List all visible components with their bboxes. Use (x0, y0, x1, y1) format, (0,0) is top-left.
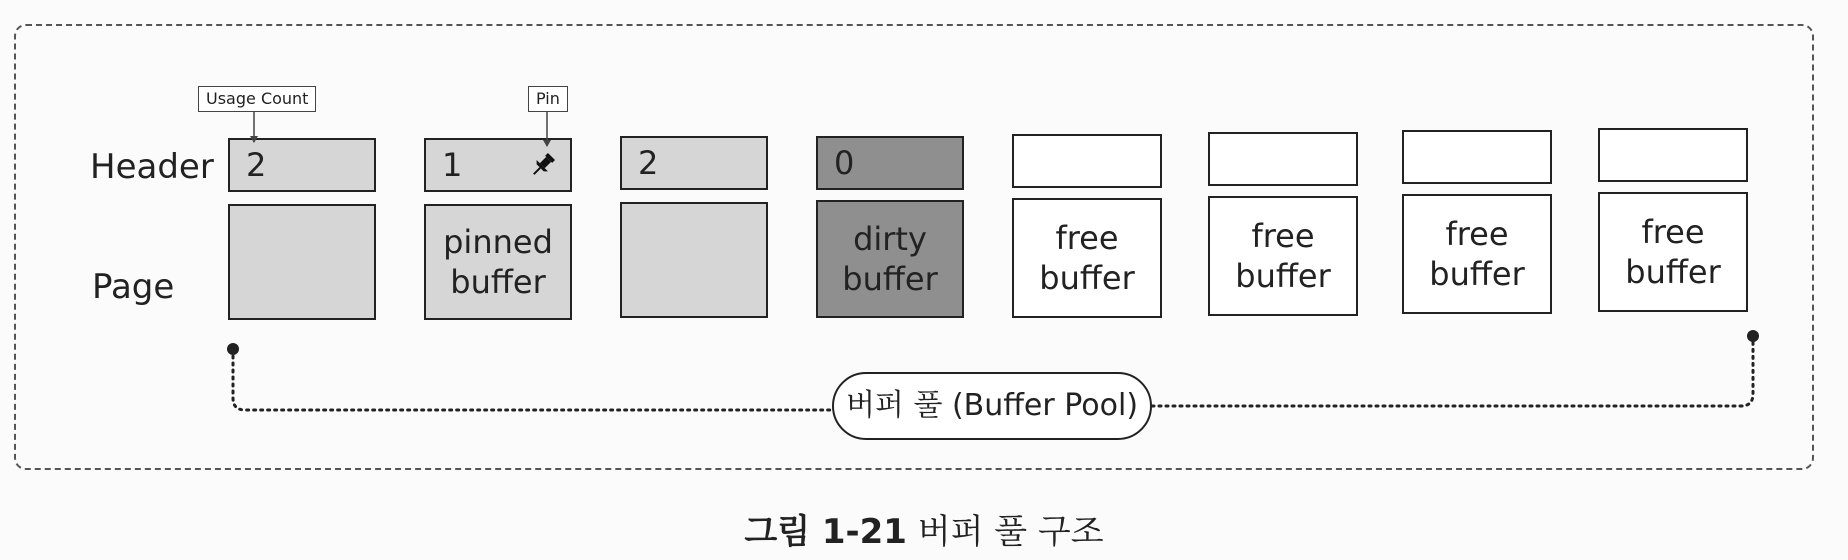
pin-arrowhead (543, 140, 551, 147)
pin-callout: Pin (528, 86, 568, 112)
figure-number: 그림 1-21 (744, 512, 907, 552)
buffer-pool-label: 버퍼 풀 (Buffer Pool) (832, 372, 1152, 440)
buffer-page: free buffer (1012, 198, 1162, 318)
pool-bracket-left (233, 349, 832, 410)
buffer-page: free buffer (1598, 192, 1748, 312)
figure-title: 버퍼 풀 구조 (917, 512, 1104, 552)
usage-count-value: 1 (442, 146, 463, 184)
buffer-page: free buffer (1208, 196, 1358, 316)
buffer-page: dirty buffer (816, 200, 964, 318)
usage-count-arrowhead (250, 136, 258, 143)
usage-count-value: 2 (638, 144, 659, 182)
pool-bracket-right (1152, 336, 1753, 406)
page-row-label: Page (92, 267, 175, 307)
buffer-page: pinned buffer (424, 204, 572, 320)
figure-caption (0, 504, 1848, 553)
header-row-label: Header (90, 147, 214, 187)
usage-count-value: 0 (834, 144, 855, 182)
usage-count-value: 2 (246, 146, 267, 184)
usage-count-callout: Usage Count (198, 86, 316, 112)
buffer-page: free buffer (1402, 194, 1552, 314)
